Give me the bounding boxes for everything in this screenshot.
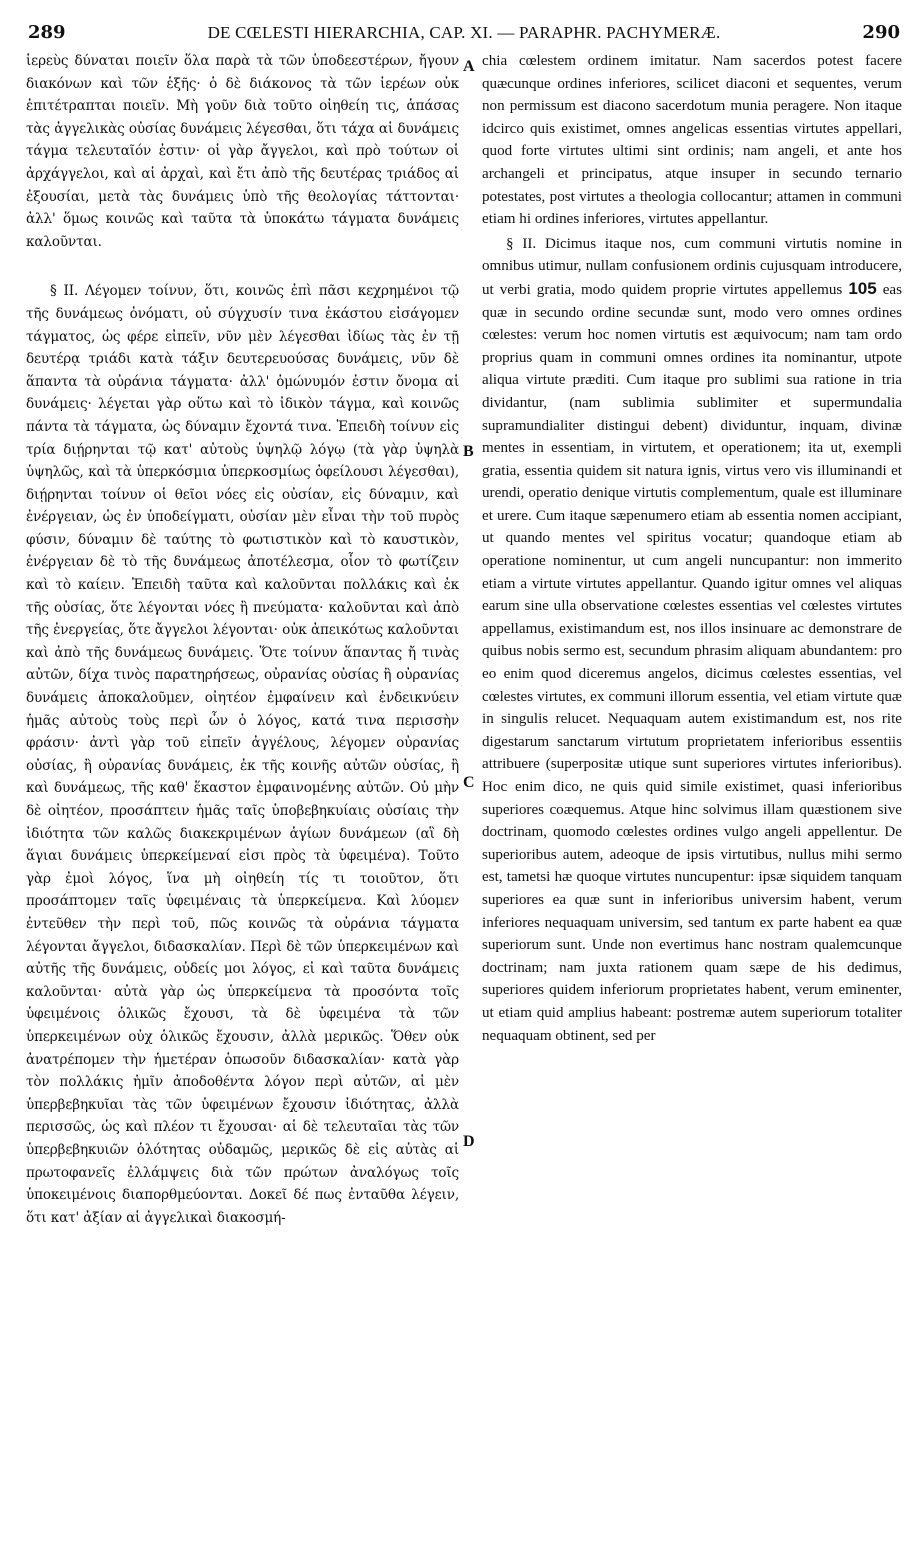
- latin-column: [482, 50, 902, 1047]
- greek-paragraph-1: ἱερεὺς δύναται ποιεῖν ὅλα παρὰ τὰ τῶν ὑποδεεστέρων, ἤγουν διακόνων καὶ τῶν ἑξῆς· ὁ δὲ διάκονος τὰ τῶν ἱερέων οὐκ ἐπιτέτραπται ποιεῖν. Μὴ γοῦν διὰ τοῦτο οἰηθείη τις, ἁπάσας τὰς ἀγγελικὰς οὐσίας δυνάμεις λέγεσθαι, ὅτι τάχα αἱ δυνάμεις τάγμα τελευταῖόν ἐστιν· οἱ γὰρ ἄγγελοι, καὶ πρὸ τούτων οἱ ἀρχάγγελοι, καὶ αἱ ἀρχαὶ, καὶ ἔτι ἀπὸ τῆς δευτέρας τριάδος αἱ ἐξουσίαι, μετὰ τὰς δυνάμεις ὑπὸ τῆς θεολογίας τάττονται· ἀλλ' ὅμως κοινῶς καὶ ταῦτα τὰ ὑποκάτω τάγματα δυνάμεις καλοῦνται.: [26, 53, 459, 250]
- margin-marker-b: B: [463, 443, 474, 460]
- column-number: 105: [848, 278, 877, 298]
- running-header: [28, 22, 900, 48]
- latin-paragraph-1: chia cœlestem ordinem imitatur. Nam sacerdos potest facere quæcunque ordines inferiores, scilicet diaconi et sequentes, verum non permissum est diacono sacerdotum munia peragere. Non itaque idcirco quis existimet, omnes angelicas essentias virtutes appellari, quod forte virtutes ultimi sint ordinis; nam angeli, et ante hos archangeli et principatus, atque insuper in secundo ternario potestates, post virtutes a theologia collocantur; attamen in communi etiam hi ordines inferiores, virtutes appellantur.: [482, 53, 902, 228]
- margin-marker-d: D: [463, 1133, 475, 1150]
- page-number-left: 289: [28, 22, 66, 43]
- margin-marker-a: A: [463, 58, 475, 75]
- margin-marker-c: C: [463, 774, 475, 791]
- greek-paragraph-2: § II. Λέγομεν τοίνυν, ὅτι, κοινῶς ἐπὶ πᾶσι κεχρημένοι τῷ τῆς δυνάμεως ὀνόματι, οὐ σύγχυσίν τινα ἑκάστου εἰσάγομεν τάγματος, ὡς φέρε εἰπεῖν, νῦν μὲν λέγεσθαι ἰδίως τὰς ἐν τῇ δευτέρᾳ τριάδι κατὰ τάξιν δευτερευούσας δυνάμεις, νῦν δὲ ἅπαντα τὰ οὐράνια τάγματα· ἀλλ' ὁμώνυμόν ἐστιν ὄνομα αἱ δυνάμεις· λέγεται γὰρ οὕτω καὶ τὸ ἰδικὸν τάγμα, καὶ κοινῶς πάντα τὰ τάγματα, ὡς δύναμιν ἔχοντά τινα. Ἐπειδὴ τοίνυν εἰς τρία διῄρηνται τῷ κατ' αὐτοὺς ὑψηλῷ λόγῳ (τὰ γὰρ ὑψηλὰ ὑψηλῶς, καὶ τὰ ὑπερκόσμια ὑπερκοσμίως ὀφείλουσι λέγεσθαι), διῄρηνται τοίνυν οἱ θεῖοι νόες εἰς οὐσίαν, εἰς δύναμιν, καὶ ἐνέργειαν, ὡς ἐν ὑποδείγματι, οὐσίαν μὲν εἶναι τὴν τοῦ πυρὸς φύσιν, δύναμιν δὲ ταύτης τὸ φωτιστικὸν καὶ τὸ καυστικὸν, ἐνέργειαν δὲ τὸ τῆς δυνάμεως ἀποτέλεσμα, οἷον τὸ φωτίζειν καὶ τὸ καίειν. Ἐπειδὴ ταῦτα καὶ καλοῦνται πολλάκις καὶ ἐκ τῆς οὐσίας, ὅτε λέγονται νόες ἢ πνεύματα· καλοῦνται καὶ ἀπὸ τῆς ἐνεργείας, ὅτε ἄγγελοι λέγονται· οὐκ ἀπεικότως καλοῦνται καὶ ἀπὸ τῆς δυνάμεως δυνάμεις. Ὅτε τοίνυν ἅπαντας ἤ τινὰς αὐτῶν, δίχα τινὸς παρατηρήσεως, οὐρανίας οὐσίας ἢ οὐρανίας δυνάμεις ἀποκαλοῦμεν, οἰητέον ἐμφαίνειν καὶ ἐνδεικνύειν ἡμᾶς αὐτοὺς τοὺς περὶ ὧν ὁ λόγος, κατά τινα περισσὴν φράσιν· ἀντὶ γὰρ τοῦ εἰπεῖν ἀγγέλους, λέγομεν οὐρανίας οὐσίας, ἢ οὐρανίας δυνάμεις, ἐκ τῆς κοινῆς αὐτῶν οὐσίας, ἢ καὶ δυνάμεως, τῆς καθ' ἕκαστον ἐμφαινομένης αὐτῶν. Οὐ μὴν δὲ οἰητέον, προσάπτειν ἡμᾶς ταῖς ὑποβεβηκυίαις οὐσίαις τὴν ἰδιότητα τῶν καλῶς διακεκριμένων ἁγίων δυνάμεων (αἳ δὴ ἅγιαι δυνάμεις ὑπερκείμεναί εἰσι πρὸς τὰ ὑφειμένα). Τοῦτο γὰρ ἐμοὶ λόγος, ἵνα μὴ οἰηθείη τίς τι τοιοῦτον, ὅτι προσάπτομεν ταῖς ὑφειμέναις τὰ ὑπερκείμενα. Καὶ λύομεν ἐντεῦθεν τὴν περὶ τοῦ, πῶς κοινῶς τὰ οὐράνια τάγματα λέγονται ἄγγελοι, διδασκαλίαν. Περὶ δὲ τῶν ὑπερκειμένων καὶ αὐτῆς τῆς δυνάμεις, οὐδείς μοι λόγος, εἰ καὶ ταῦτα δυνάμεις καλοῦνται· αὐτὰ γὰρ ὡς ὑπερκείμενα τὰ προσόντα τοῖς ὑφειμένοις ὁλικῶς ἔχουσι, τὰ δὲ ὑφειμένα τὰ τῶν ὑπερκειμένων οὐχ ὁλικῶς ἔχουσιν, ἀλλὰ μερικῶς. Ὅθεν οὐκ ἀνατρέπομεν τὴν ἡμετέραν ὁπωσοῦν διδασκαλίαν· κατὰ γὰρ τὸν πολλάκις ἡμῖν ἀποδοθέντα λόγον περὶ αὐτῶν, αἱ μὲν ὑπερβεβηκυῖαι τὰς τῶν ὑφειμένων ἔχουσιν ἰδιότητας, ἀλλὰ περισσῶς, ὡς καὶ πλέον τι ἔχουσαι· αἱ δὲ τελευταῖαι τὰς τῶν ὑπερβεβηκυιῶν ὁλότητας οὐδαμῶς, μερικῶς δὲ εἰς αὐτὰς αἱ πρωτοφανεῖς ἐλλάμψεις διὰ τῶν πρώτων ἀναλόγως τοῖς ὑποκειμένοις διαπορθμεύονται. Δοκεῖ δέ πως ἐνταῦθα λέγειν, ὅτι κατ' ἀξίαν αἱ ἀγγελικαὶ διακοσμή-: [26, 283, 459, 1226]
- latin-paragraph-2-rest: eas quæ in secundo ordine secundæ sunt, modo vero omnes ordines cœlestes: verum hoc nomen virtutis est æquivocum; nam tam ordo proprius quam in communi omnes ordines ita nominantur, utpote aliqua virtute præditi. Cum itaque pro sublimi sua ratione in tria dividantur, (nam sublimia sublimiter et supermundalia supramundialiter distingui debent) dividuntur, inquam, divinæ mentes in essentiam, in virtutem, et operationem; ita ut, exempli gratia, essentia quidem sit natura ignis, virtus vero vis illuminandi et urendi, operatio denique virtutis complementum, quale est illuminare et urere. Cum itaque sæpenumero etiam ab essentia nomen accipiant, ut quando mentes vel spiritus vocatur; quandoque etiam ab operatione nominentur, ut cum angeli nuncupantur: non immerito etiam a virtute virtutes appellantur. Quando igitur omnes vel aliquas earum sine ulla observatione cœlestes essentias vel cœlestes virtutes appellamus, existimandum est, nos illos insinuare ac demonstrare de quibus nobis sermo est, secundum phrasim aliquam abundantem: pro eo enim quod diceremus angelos, dicimus cœlestes essentias, vel cœlestes virtutes, ex communi illorum essentia, vel etiam virtute quæ in singulis relucet. Nequaquam autem existimandum est, nos rite digestarum sanctarum virtutum proprietatem inferioribus essentiis attribuere (superpositæ utique sunt superiores virtutes inferioribus). Hoc enim dico, ne quis quid simile existimet, quasi inferioribus superiores coæquemus. Atque hinc solvimus illam quæstionem sive doctrinam, quomodo cœlestes ordines vulgo angeli appellentur. De superioribus autem, adeoque de ipsis virtutibus, nullus mihi sermo est, tametsi hæ quoque virtutes nuncupentur: ipsæ siquidem tanquam superiores ea quæ sunt in inferioribus universim habent, verum inferiores nequaquam universim, sed tantum ex parte habent ea quæ superiorum sunt. Unde non evertimus hanc nostram qualemcunque doctrinam; nam juxta rationem quam sæpe de his dedimus, superiores quidem inferiorum proprietates habent, verum eminenter, ut etiam quid amplius habeant: postremæ autem superiorum totaliter nequaquam obtinent, sed per: [482, 281, 902, 1044]
- greek-column: [26, 50, 459, 1229]
- latin-paragraph-2: [482, 233, 902, 1047]
- page-number-right: 290: [862, 22, 900, 43]
- running-title: DE CŒLESTI HIERARCHIA, CAP. XI. — PARAPHR. PACHYMERÆ.: [207, 23, 721, 42]
- latin-paragraph-2-start: § II. Dicimus itaque nos, cum communi virtutis nomine in omnibus utimur, nullam confusionem ordinis cujusquam introducere, ut verbi gratia, modo quidem proprie virtutes appellemus: [482, 235, 902, 298]
